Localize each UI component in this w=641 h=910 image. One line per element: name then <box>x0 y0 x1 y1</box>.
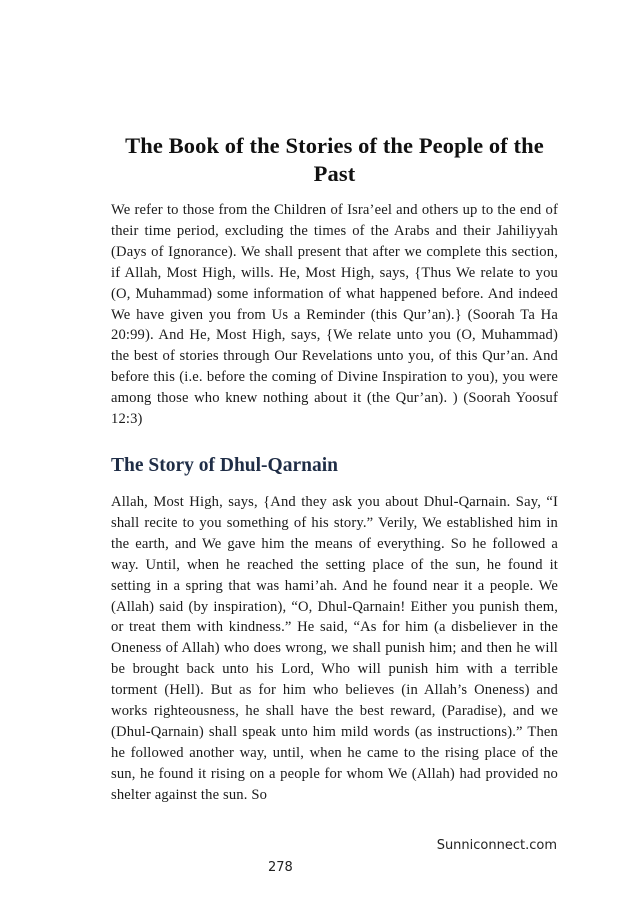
watermark: Sunniconnect.com <box>436 838 557 853</box>
section-paragraph: Allah, Most High, says, {And they ask you about Dhul-Qarnain. Say, “I shall recite to you something of his story.” Verily, We established him in the earth, and We gave him the means of everything. So he followed a way. Until, when he reached the setting place of the sun, he found it setting in a spring that was hami’ah. And he found near it a people. We (Allah) said (by inspiration), “O, Dhul-Qarnain! Either you punish them, or treat them with kindness.” He said, “As for him (a disbeliever in the Oneness of Allah) who does wrong, we shall punish him; and then he will be brought back unto his Lord, Who will punish him with a terrible torment (Hell). But as for him who believes (in Allah’s Oneness) and works righteousness, he shall have the best reward, (Paradise), and we (Dhul-Qarnain) shall speak unto him mild words (as instructions).” Then he followed another way, until, when he came to the rising place of the sun, he found it rising on a people for whom We (Allah) had provided no shelter against the sun. So <box>111 493 558 803</box>
section-heading: The Story of Dhul-Qarnain <box>111 454 338 476</box>
intro-paragraph: We refer to those from the Children of Isra’eel and others up to the end of their time period, excluding the times of the Arabs and their Jahiliyyah (Days of Ignorance). We shall present that after we complete this section, if Allah, Most High, wills. He, Most High, says, {Thus We relate to you (O, Muhammad) some information of what happened before. And indeed We have given you from Us a Reminder (this Qur’an).} (Soorah Ta Ha 20:99). And He, Most High, says, {We relate unto you (O, Muhammad) the best of stories through Our Revelations unto you, of this Qur’an. And before this (i.e. before the coming of Divine Inspiration to you), you were among those who knew nothing about it (the Qur’an). ) (Soorah Yoosuf 12:3) <box>111 202 558 428</box>
page-content <box>111 132 558 806</box>
page-number: 278 <box>268 860 293 875</box>
book-title: The Book of the Stories of the People of the Past <box>125 133 544 186</box>
